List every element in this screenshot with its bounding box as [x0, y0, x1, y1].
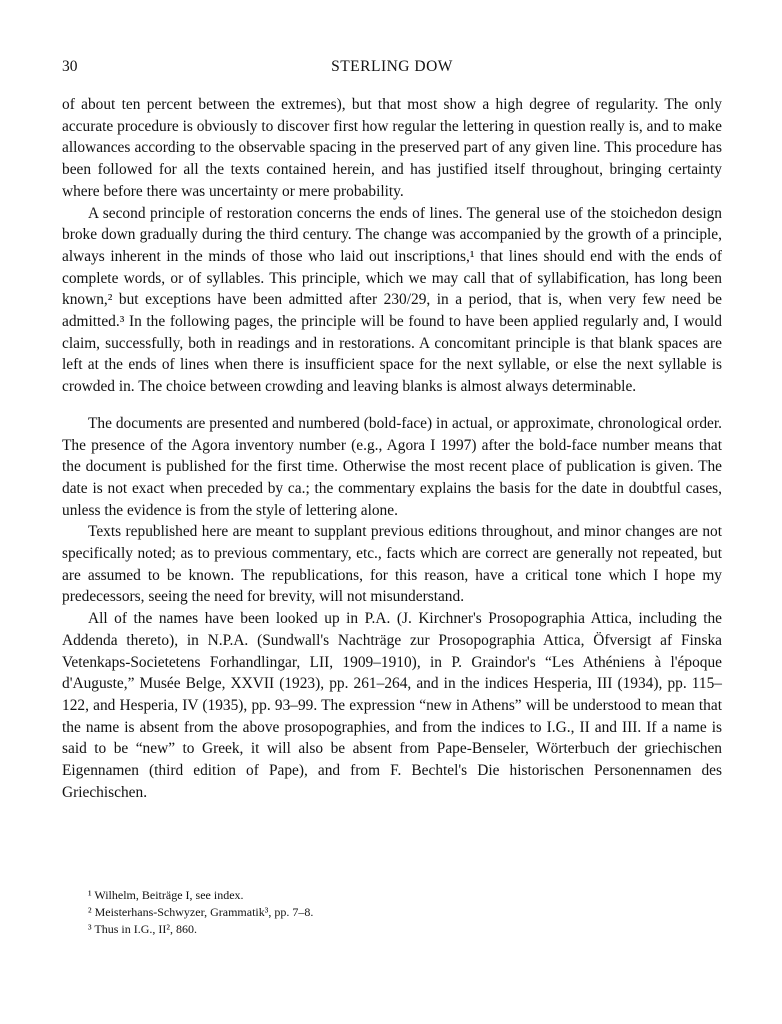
footnote-1: ¹ Wilhelm, Beiträge I, see index.: [88, 888, 244, 902]
footnotes: [88, 887, 708, 938]
page-number: 30: [62, 58, 78, 75]
paragraph-republished: Texts republished here are meant to supplant previous editions throughout, and minor changes are not specifically noted; as to previous commentary, etc., facts which are correct are generally not repeated, but are assumed to be known. The republications, for this reason, have a critical tone which I hope my predecessors, seeing the need for brevity, will not misunderstand.: [62, 523, 722, 606]
paragraph-names: All of the names have been looked up in P.A. (J. Kirchner's Prosopographia Attica, including the Addenda thereto), in N.P.A. (Sundwall's Nachträge zur Prosopographia Attica, Öfversigt af Finska Vetenkaps-Societetens Forhandlingar, LII, 1909–1910), in P. Graindor's “Les Athéniens à l'époque d'Auguste,” Musée Belge, XXVII (1923), pp. 261–264, and in the indices Hesperia, III (1934), pp. 115–122, and Hesperia, IV (1935), pp. 93–99. The expression “new in Athens” will be understood to mean that the name is absent from the above prosopographies, and from the indices to I.G., II and III. If a name is said to be “new” to Greek, it will also be absent from Pape-Benseler, Wörterbuch der griechischen Eigennamen (third edition of Pape), and from F. Bechtel's Die historischen Personennamen des Griechischen.: [62, 610, 722, 801]
running-head: STERLING DOW: [331, 58, 453, 75]
paragraph-documents: The documents are presented and numbered (bold-face) in actual, or approximate, chronological order. The presence of the Agora inventory number (e.g., Agora I 1997) after the bold-face number means that the document is published for the first time. Otherwise the most recent place of publication is given. The date is not exact when preceded by ca.; the commentary explains the basis for the date in doubtful cases, unless the evidence is from the style of lettering alone.: [62, 414, 722, 519]
footnote-3: ³ Thus in I.G., II², 860.: [88, 922, 197, 936]
footnote-2: ² Meisterhans-Schwyzer, Grammatik³, pp. 7–8.: [88, 905, 314, 919]
page-header: [62, 58, 722, 80]
body-text: [62, 94, 722, 804]
paragraph-continuation: of about ten percent between the extremes), but that most show a high degree of regularity. The only accurate procedure is obviously to discover first how regular the lettering in question really is, and to make allowances according to the observable spacing in the preserved part of any given line. This procedure has been followed for all the texts contained herein, and has justified itself throughout, bringing certainty where before there was uncertainty or mere probability.: [62, 96, 722, 200]
paragraph-line-ends: A second principle of restoration concerns the ends of lines. The general use of the stoichedon design broke down gradually during the third century. The change was accompanied by the growth of a principle, always inherent in the minds of those who laid out inscriptions,¹ that lines should end with the ends of complete words, or of syllables. This principle, which we may call that of syllabification, has long been known,² but exceptions have been admitted after 230/29, in a period, that is, when very few need be admitted.³ In the following pages, the principle will be found to have been applied regularly and, I would claim, successfully, both in readings and in restorations. A concomitant principle is that blank spaces are left at the ends of lines when there is insufficient space for the next syllable, or else the next syllable is crowded in. The choice between crowding and leaving blanks is almost always determinable.: [62, 204, 722, 396]
